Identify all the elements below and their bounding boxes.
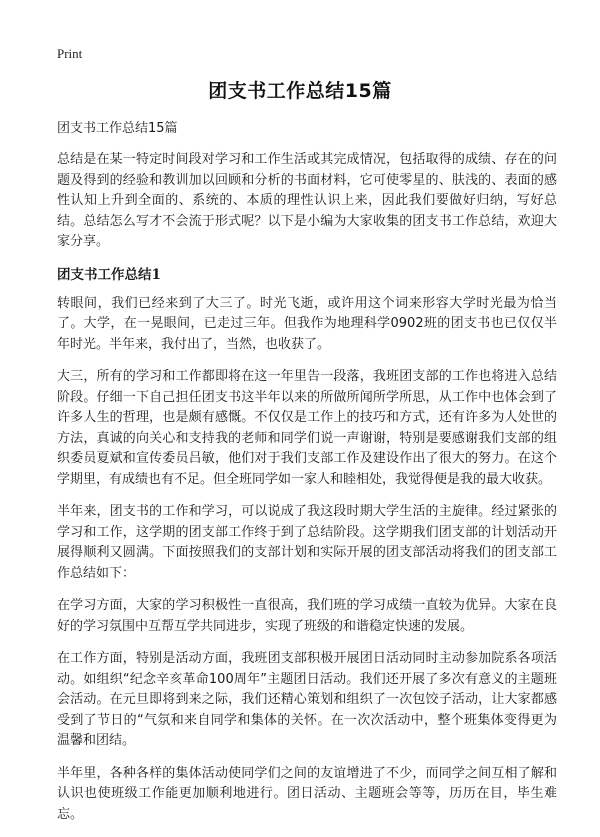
body-paragraph: 大三，所有的学习和工作都即将在这一年里告一段落，我班团支部的工作也将进入总结阶段。仔细一下自己担任团支书这半年以来的所做所闻所学所思，从工作中也体会到了许多人生的哲理，也是颇有感慨。不仅仅是工作上的技巧和方式，还有许多为人处世的方法，真诚的向关心和支持我的老师和同学们说一声谢谢，特别是要感谢我们支部的组织委员夏斌和宣传委员吕敏，他们对于我们支部工作及建设作出了很大的努力。在这个学期里，有成绩也有不足。但全班同学如一家人和睦相处，我觉得便是我的最大收获。 (57, 369, 557, 487)
section-heading: 团支书工作总结1 (57, 266, 161, 283)
document-subtitle: 团支书工作总结15篇 (57, 121, 178, 136)
page-title: 团支书工作总结15篇 (208, 80, 392, 102)
body-paragraph: 在学习方面，大家的学习积极性一直很高，我们班的学习成绩一直较为优异。大家在良好的学习氛围中互帮互学共同进步，实现了班级的和谐稳定快速的发展。 (57, 598, 557, 634)
body-paragraph: 在工作方面，特别是活动方面，我班团支部积极开展团日活动同时主动参加院系各项活动。如组织“纪念辛亥革命100周年”主题团日活动。我们还开展了多次有意义的主题班会活动。在元旦即将到来之际，我们还精心策划和组织了一次包饺子活动，让大家都感受到了节日的“气氛和来自同学和集体的关怀。在一次次活动中，整个班集体变得更为温馨和团结。 (57, 651, 557, 748)
body-paragraph: 转眼间，我们已经来到了大三了。时光飞逝，或许用这个词来形容大学时光最为恰当了。大学，在一晃眼间，已走过三年。但我作为地理科学0902班的团支书也已仅仅半年时光。半年来，我付出了，当然，也收获了。 (57, 295, 557, 352)
body-paragraph: 半年里，各种各样的集体活动使同学们之间的友谊增进了不少，而同学之间互相了解和认识也使班级工作能更加顺利地进行。团日活动、主题班会等等，历历在目，毕生难忘。 (57, 765, 557, 822)
document-body (57, 119, 557, 837)
intro-paragraph: 总结是在某一特定时间段对学习和工作生活或其完成情况，包括取得的成绩、存在的问题及得到的经验和教训加以回顾和分析的书面材料，它可使零星的、肤浅的、表面的感性认知上升到全面的、系统的、本质的理性认识上来，因此我们要做好归纳，写好总结。总结怎么写才不会流于形式呢？以下是小编为大家收集的团支书工作总结，欢迎大家分享。 (57, 152, 557, 249)
body-paragraph: 半年来，团支书的工作和学习，可以说成了我这段时期大学生活的主旋律。经过紧张的学习和工作，这学期的团支部工作终于到了总结阶段。这学期我们团支部的计划活动开展得顺利又圆满。下面按照我们的支部计划和实际开展的团支部活动将我们的团支部工作总结如下： (57, 504, 557, 581)
print-link[interactable]: Print (57, 46, 83, 61)
